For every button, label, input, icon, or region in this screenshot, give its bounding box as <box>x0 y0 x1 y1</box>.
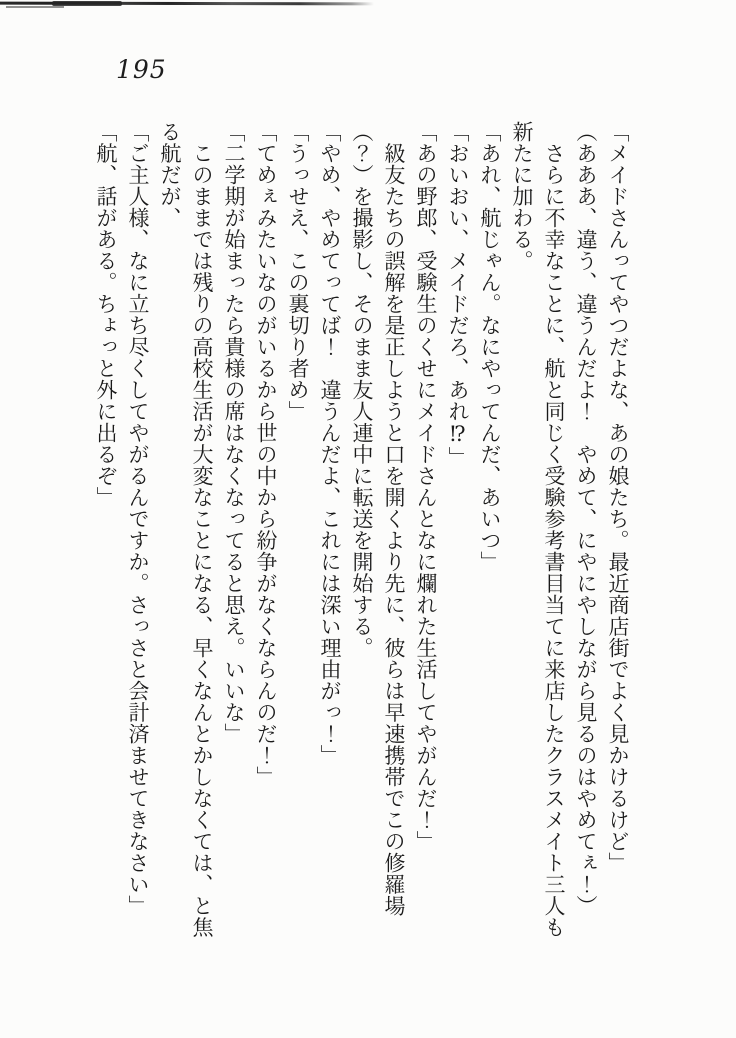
scan-artifact-tail <box>6 6 64 8</box>
text-column-3: さらに不幸なことに、航と同じく受験参考書目当てに来店したクラスメイト三人も <box>542 121 566 938</box>
text-column-4: 新たに加わる。 <box>510 121 534 272</box>
text-column-14: このままでは残りの高校生活が大変なことになる、早くなんとかしなくては、と焦 <box>190 121 214 938</box>
text-column-12: 「てめぇみたいなのがいるから世の中から紛争がなくならんのだ！」 <box>254 121 278 788</box>
text-column-16: 「ご主人様、なに立ち尽くしてやがるんですか。さっさと会計済ませてきなさい」 <box>126 121 150 917</box>
text-column-5: 「あれ、航じゃん。なにやってんだ、あいつ」 <box>478 121 502 573</box>
text-column-9: （？）を撮影し、そのまま友人連中に転送を開始する。 <box>350 121 374 659</box>
text-block <box>90 121 634 1001</box>
text-column-1: 「メイドさんってやつだよな、あの娘たち。最近商店街でよく見かけるけど」 <box>606 121 630 874</box>
text-column-2: （あああ、違う、違うんだよ！ やめて、にやにやしながら見るのはやめてぇ！） <box>574 121 598 917</box>
text-column-15: る航だが、 <box>158 121 182 229</box>
page-number: 195 <box>116 55 167 84</box>
text-column-8: 級友たちの誤解を是正しようと口を開くより先に、彼らは早速携帯でこの修羅場 <box>382 121 406 917</box>
text-column-6: 「おいおい、メイドだろ、あれ⁉」 <box>446 121 470 468</box>
text-column-10: 「やめ、やめてってば！ 違うんだよ、これには深い理由がっ！」 <box>318 121 342 766</box>
text-column-17: 「航、話がある。ちょっと外に出るぞ」 <box>94 121 118 508</box>
text-column-13: 「二学期が始まったら貴様の席はなくなってると思え。いいな」 <box>222 121 246 745</box>
text-column-7: 「あの野郎、受験生のくせにメイドさんとなに爛れた生活してやがんだ！」 <box>414 121 438 852</box>
text-column-11: 「うっせえ、この裏切り者め」 <box>286 121 310 422</box>
